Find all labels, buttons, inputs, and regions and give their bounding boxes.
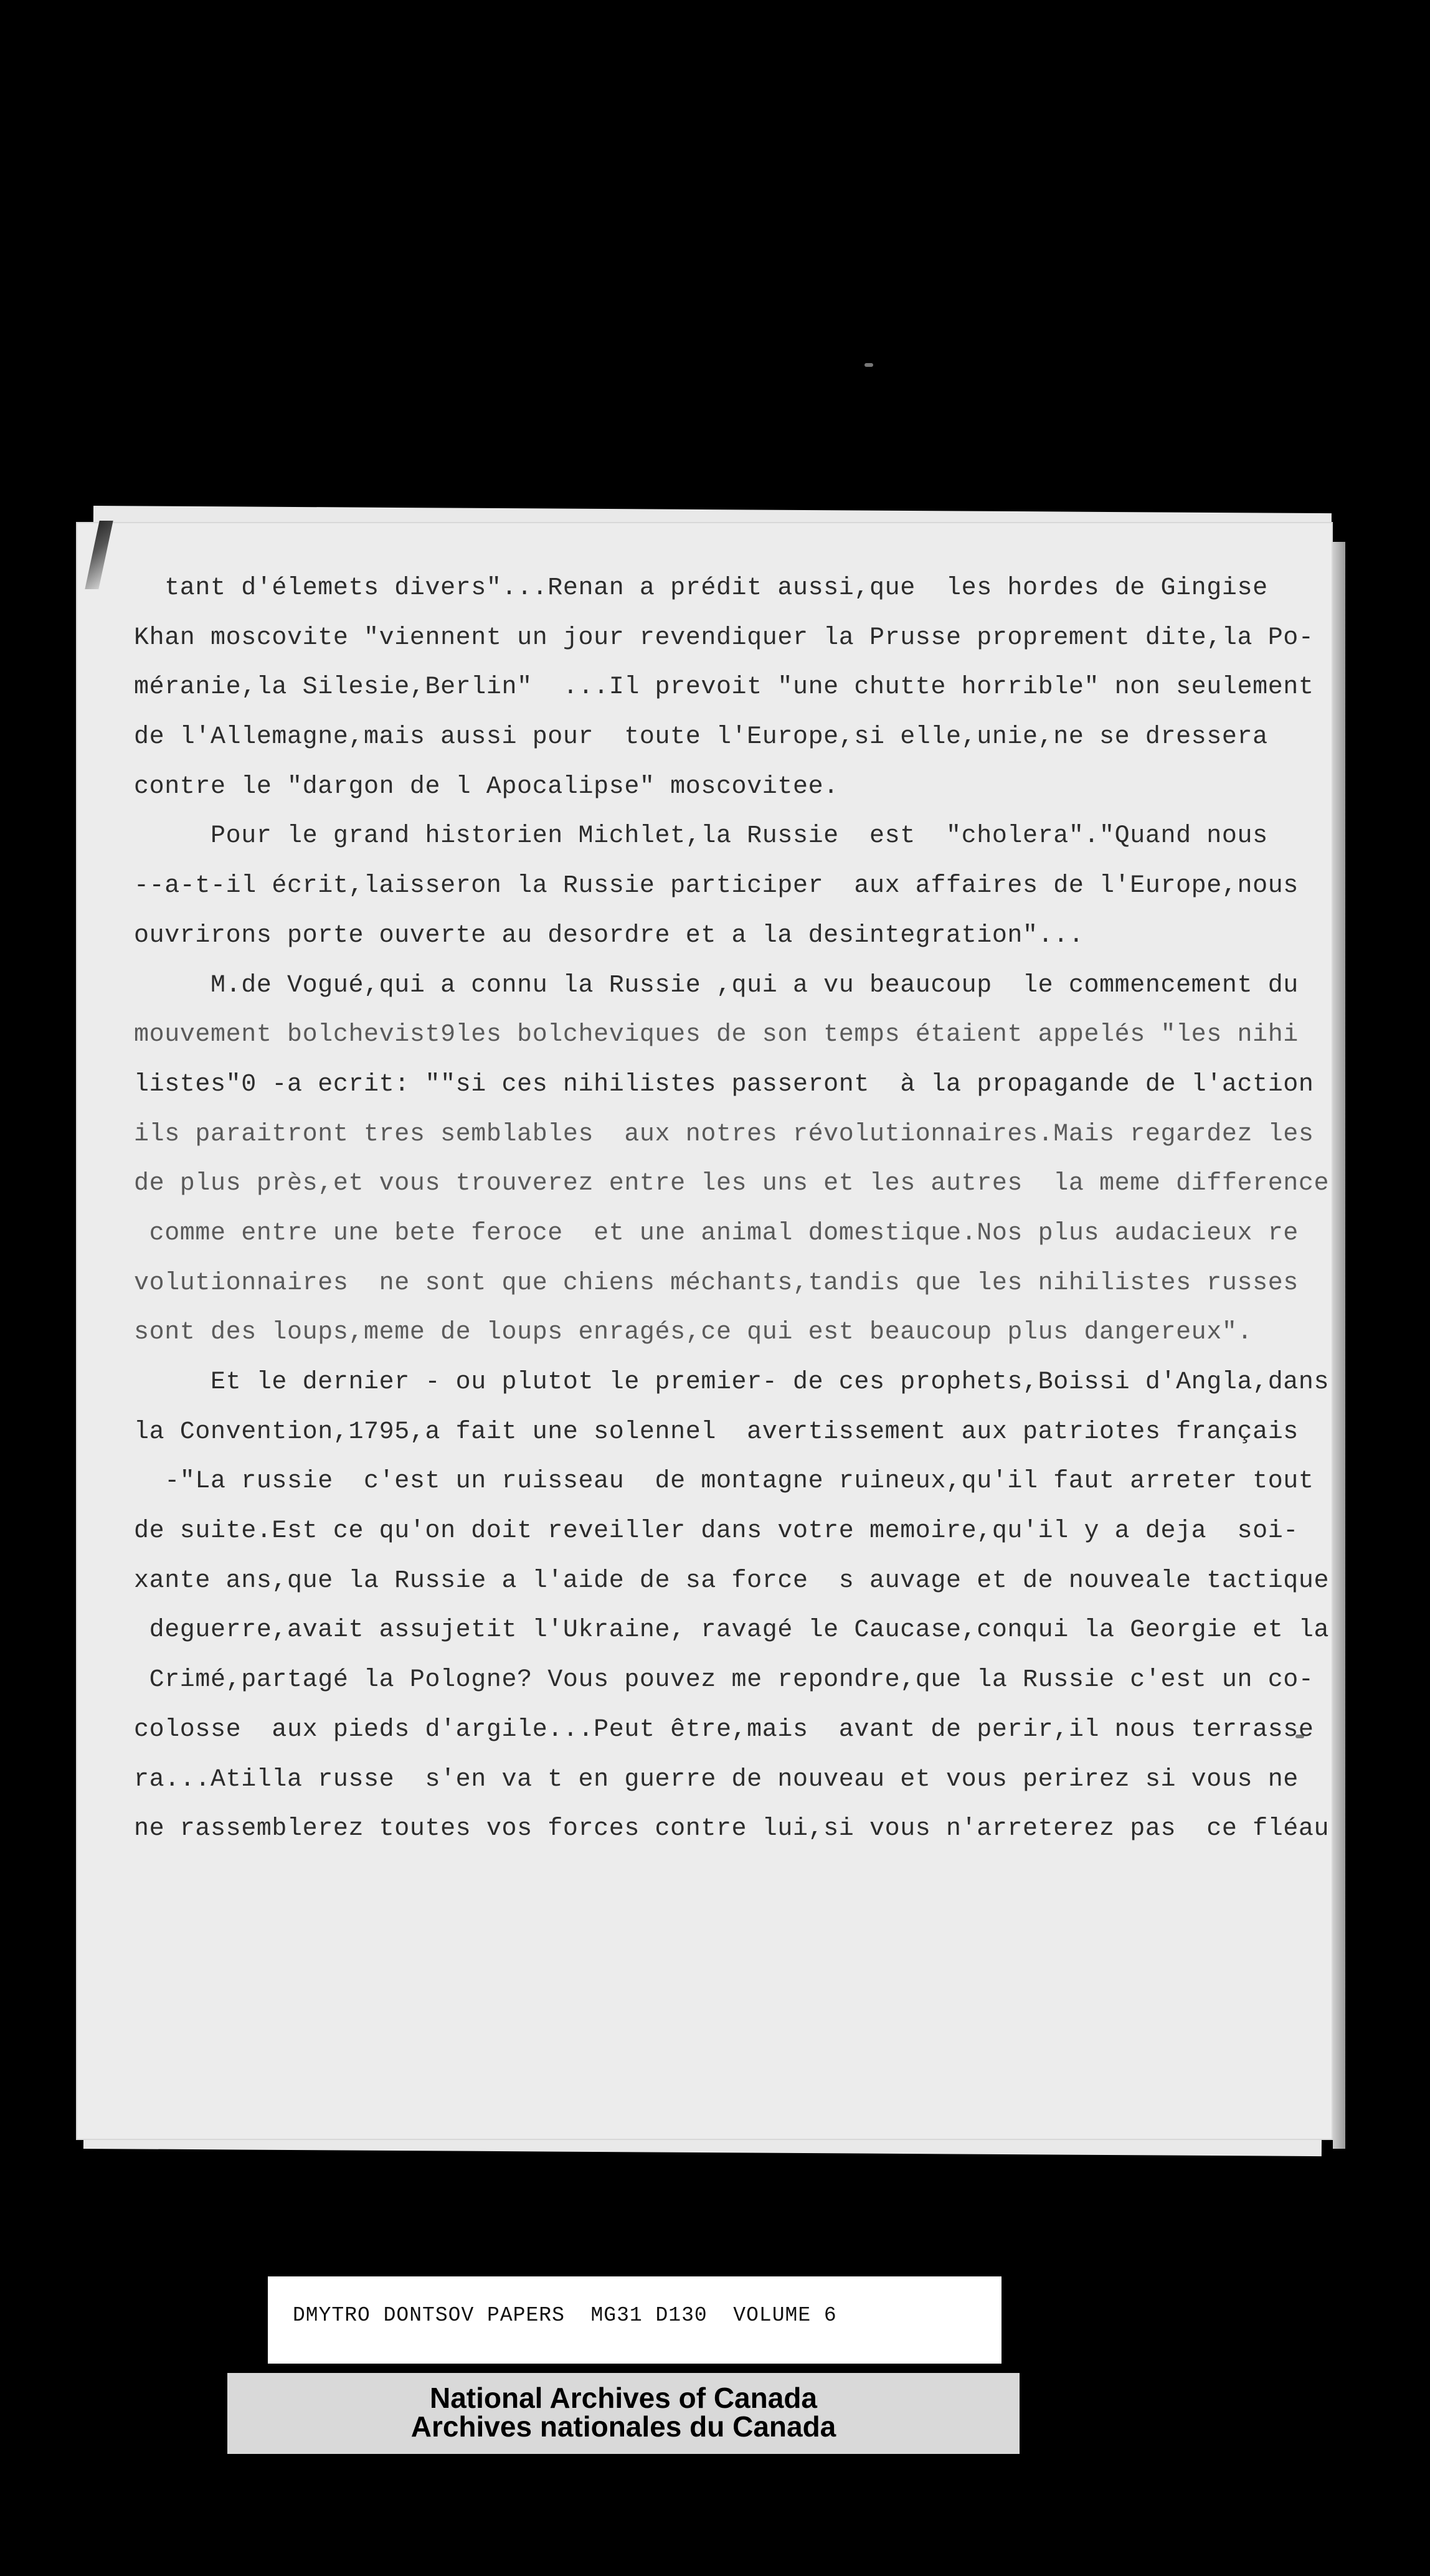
archive-stamp-french: Archives nationales du Canada: [410, 2410, 836, 2443]
text-line: ils paraitront tres semblables aux notres révolutionnaires.Mais regardez les: [134, 1120, 1314, 1148]
text-line: Crimé,partagé la Pologne? Vous pouvez me repondre,que la Russie c'est un co-: [134, 1666, 1314, 1695]
text-line: Khan moscovite "viennent un jour revendiquer la Prusse proprement dite,la Po-: [134, 623, 1314, 652]
dust-speck: [864, 363, 873, 367]
text-line: ne rassemblerez toutes vos forces contre lui,si vous n'arreterez pas ce fléau: [134, 1815, 1330, 1844]
text-line: de l'Allemagne,mais aussi pour toute l'Europe,si elle,unie,ne se dressera: [134, 723, 1268, 752]
text-line: ra...Atilla russe s'en va t en guerre de nouveau et vous perirez si vous ne: [134, 1765, 1299, 1794]
text-line: -"La russie c'est un ruisseau de montagne ruineux,qu'il faut arreter tout: [134, 1467, 1314, 1496]
text-line: ouvrirons porte ouverte au desordre et a la desintegration"...: [134, 921, 1084, 950]
text-line: xante ans,que la Russie a l'aide de sa force s auvage et de nouveale tactique: [134, 1566, 1330, 1595]
archive-volume-label: [268, 2276, 1001, 2364]
text-line: deguerre,avait assujetit l'Ukraine, ravagé le Caucase,conqui la Georgie et la: [134, 1616, 1330, 1645]
typed-text: [134, 564, 1330, 1854]
text-line: colosse aux pieds d'argile...Peut être,mais avant de perir,il nous terrasse: [134, 1715, 1314, 1744]
text-line: contre le "dargon de l Apocalipse" moscovitee.: [134, 772, 839, 801]
text-line: tant d'élemets divers"...Renan a prédit aussi,que les hordes de Gingise: [134, 574, 1268, 602]
back-sheet-edge: [1333, 542, 1345, 2149]
text-line: mouvement bolchevist9les bolcheviques de son temps étaient appelés "les nihi: [134, 1021, 1299, 1049]
text-line: comme entre une bete feroce et une animal domestique.Nos plus audacieux re: [134, 1219, 1299, 1248]
text-line: --a-t-il écrit,laisseron la Russie participer aux affaires de l'Europe,nous: [134, 872, 1299, 901]
text-line: listes"0 -a ecrit: ""si ces nihilistes passeront à la propagande de l'action: [134, 1070, 1314, 1099]
text-line: sont des loups,meme de loups enragés,ce qui est beaucoup plus dangereux".: [134, 1319, 1253, 1347]
text-line: volutionnaires ne sont que chiens méchants,tandis que les nihilistes russes: [134, 1269, 1299, 1297]
archive-stamp: [227, 2373, 1020, 2454]
text-line: Pour le grand historien Michlet,la Russie est "cholera"."Quand nous: [134, 822, 1268, 851]
text-line: Et le dernier - ou plutot le premier- de ces prophets,Boissi d'Angla,dans: [134, 1368, 1330, 1396]
archive-volume-label-text: DMYTRO DONTSOV PAPERS MG31 D130 VOLUME 6: [293, 2304, 837, 2327]
text-line: méranie,la Silesie,Berlin" ...Il prevoit "une chutte horrible" non seulement: [134, 673, 1314, 702]
text-line: M.de Vogué,qui a connu la Russie ,qui a vu beaucoup le commencement du: [134, 971, 1299, 1000]
archive-stamp-english: National Archives of Canada: [429, 2382, 817, 2414]
text-line: la Convention,1795,a fait une solennel avertissement aux patriotes français: [134, 1418, 1299, 1446]
text-line: de suite.Est ce qu'on doit reveiller dans votre memoire,qu'il y a deja soi-: [134, 1517, 1299, 1546]
text-line: de plus près,et vous trouverez entre les uns et les autres la meme difference: [134, 1170, 1330, 1198]
